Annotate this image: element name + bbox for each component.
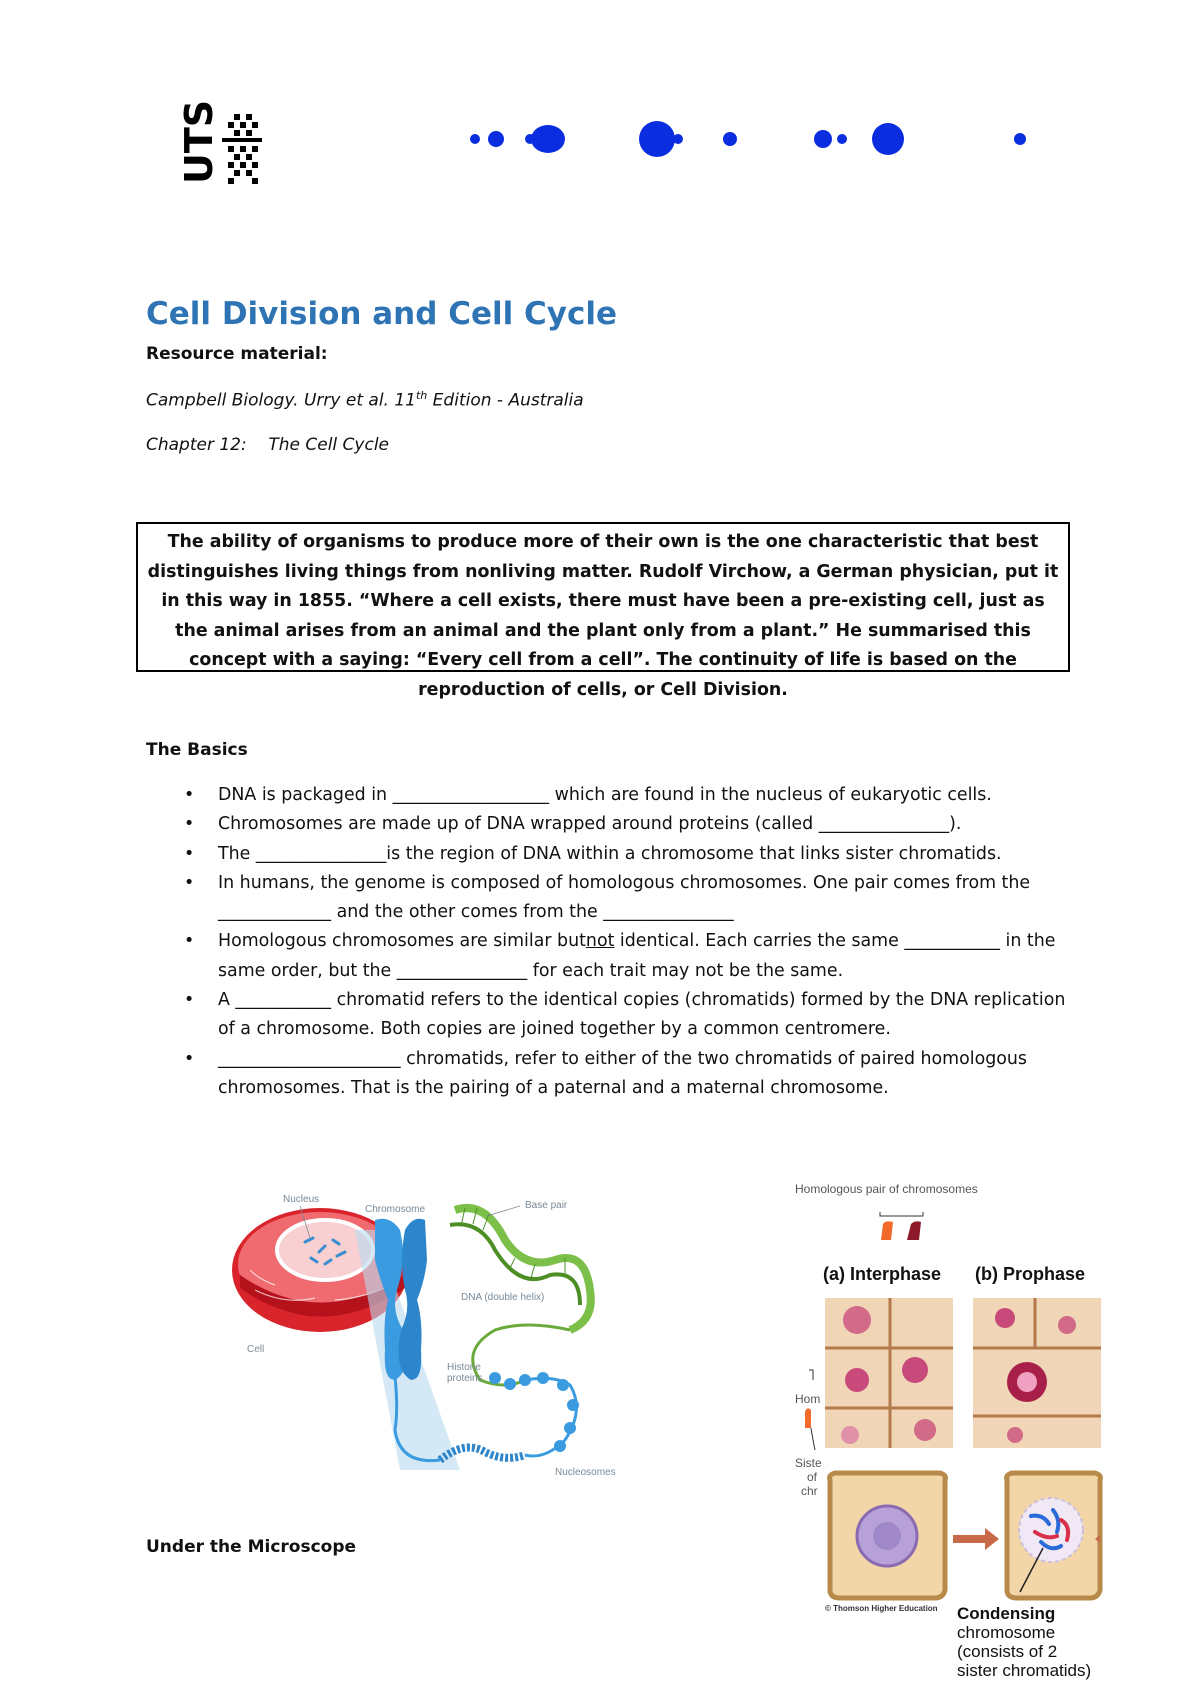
list-item [178,840,1078,869]
bullet-icon: • [184,1048,195,1069]
label-histone-proteins: proteins [447,1373,483,1384]
arrow-icon [953,1528,999,1550]
label-side-sister: Siste [795,1456,822,1470]
label-condensing: Condensing [957,1604,1056,1623]
label-chromosome: Chromosome [365,1204,426,1215]
svg-text:UTS: UTS [177,99,221,184]
basics-heading: The Basics [146,740,248,760]
label-interphase: (a) Interphase [823,1264,942,1284]
list-item-text-pre: Homologous chromosomes are similar but [218,931,586,952]
list-item-text: A ___________ chromatid refers to the identical copies (chromatids) formed by the DNA replication of a chromosome. Both copies are joined together by a common centromere. [218,990,1066,1040]
resource-label: Resource material: [146,344,328,364]
list-item-text-post: identical. Each carries the same ___________ in the same order, but the _______________ for each trait may not be the same. [218,931,1056,981]
microscope-heading: Under the Microscope [146,1537,357,1557]
quote-text: The ability of organisms to produce more of their own is the one characteristic that best distinguishes living things from nonliving matter. Rudolf Virchow, a German physician, put it in this way in 1855. “Where a cell exists, there must have been a pre-existing cell, just as the animal arises from an animal and the plant only from a plant.” He summarised this concept with a saying: “Every cell from a cell”. The continuity of life is based on the reproduction of cells, or Cell Division. [147,532,1059,700]
dna-helix-illustration [450,1206,591,1330]
list-item [178,810,1078,839]
uts-logo-mark [177,99,282,188]
label-dna: DNA (double helix) [461,1292,545,1303]
list-item-text: The _______________is the region of DNA within a chromosome that links sister chromatids. [218,843,1002,864]
label-cell: Cell [247,1344,265,1355]
dots-graphic [455,118,1055,168]
paternal-chromosome [881,1221,893,1240]
list-item-text: Chromosomes are made up of DNA wrapped around proteins (called _______________). [218,814,962,835]
reference-book-sup: th [415,389,428,402]
label-side-chr: chr [801,1484,818,1498]
image-credit: © Thomson Higher Education [825,1604,938,1613]
reference-book [146,389,584,411]
label-side-hom: Hom [795,1392,821,1406]
bullet-icon: • [184,843,195,864]
label-prophase: (b) Prophase [975,1264,1086,1284]
maternal-chromosome [907,1221,921,1240]
bullet-icon: • [184,931,195,952]
label-consists: (consists of 2 [957,1642,1058,1661]
interphase-micrograph [825,1298,953,1448]
label-homologous-pair: Homologous pair of chromosomes [795,1182,978,1196]
list-item-text: DNA is packaged in __________________ which are found in the nucleus of eukaryotic cells. [218,785,992,805]
label-histone: Histone [447,1362,481,1373]
list-item-underlined: not [585,931,615,952]
label-chromosome-cond: chromosome [957,1623,1056,1642]
list-item [178,927,1078,986]
page-title: Cell Division and Cell Cycle [146,296,618,332]
quote-box [136,522,1070,700]
reference-chapter: Chapter 12: The Cell Cycle [146,435,390,455]
nucleosome-strand [440,1325,579,1460]
prophase-micrograph [973,1298,1101,1448]
reference-book-suffix: Edition - Australia [427,390,584,411]
list-item-text: In humans, the genome is composed of homologous chromosomes. One pair comes from the _____________ and the other comes from the _______________ [218,872,1031,923]
cell-cycle-figure [795,1180,1100,1698]
label-nucleosomes: Nucleosomes [555,1467,616,1478]
dna-packaging-illustration [225,1180,655,1480]
label-base-pair: Base pair [525,1200,568,1211]
list-item [178,986,1078,1045]
label-sister-chromatids: sister chromatids) [957,1661,1092,1680]
label-side-of: of [807,1470,818,1484]
prophase-cell-diagram [1007,1473,1101,1598]
basics-list [178,781,1078,1103]
list-item [178,1045,1078,1104]
bullet-icon: • [184,814,195,835]
list-item-text: _____________________ chromatids, refer to either of the two chromatids of paired homologous chromosomes. That is the pairing of a paternal and a maternal chromosome. [218,1048,1027,1098]
uts-logo [177,99,282,188]
label-nucleus: Nucleus [283,1194,320,1205]
list-item [178,869,1078,928]
bullet-icon: • [184,785,195,805]
interphase-cell-diagram [830,1473,946,1598]
reference-book-prefix: Campbell Biology. Urry et al. 11 [146,390,416,411]
dna-packaging-figure [225,1180,655,1480]
bullet-icon: • [184,872,195,893]
decorative-dots [455,118,1055,168]
list-item [178,781,1078,810]
bullet-icon: • [184,990,195,1011]
